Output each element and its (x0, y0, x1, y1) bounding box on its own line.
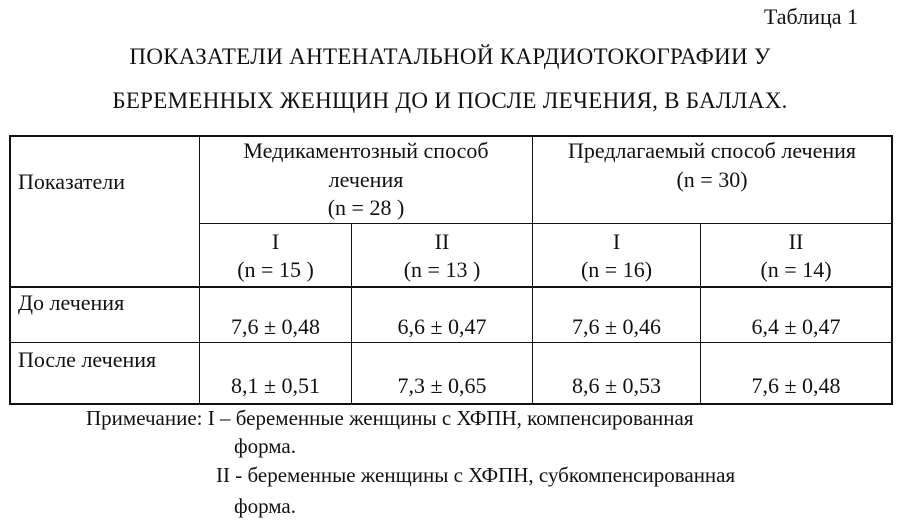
row-2-value-4: 7,6 ± 0,48 (751, 373, 841, 398)
table-rule-header-bottom (9, 286, 893, 288)
row-2-label: После лечения (18, 347, 157, 372)
row-2-value-2: 7,3 ± 0,65 (397, 373, 487, 398)
table-label: Таблица 1 (763, 4, 858, 29)
group-2-line-1: Предлагаемый способ лечения (567, 138, 857, 163)
note-line-1: Примечание: I – беременные женщины с ХФПН, компенсированная (86, 406, 694, 430)
note-line-3: II - беременные женщины с ХФПН, субкомпенсированная (216, 463, 736, 487)
group-2-line-2: (n = 30) (676, 167, 748, 192)
group-1-line-1: Медикаментозный способ (243, 138, 489, 163)
row-header-label: Показатели (18, 169, 126, 194)
subgroup-1-n: (n = 15 ) (237, 257, 314, 282)
note-line-4: форма. (234, 494, 297, 518)
table-rule-groups (199, 223, 893, 224)
table-rule-row1-bottom (9, 342, 893, 343)
row-1-value-3: 7,6 ± 0,46 (571, 314, 662, 339)
subgroup-1-label: I (271, 229, 280, 254)
row-1-value-1: 7,6 ± 0,48 (230, 314, 321, 339)
group-1-line-3: (n = 28 ) (327, 195, 405, 220)
row-2-value-1: 8,1 ± 0,51 (230, 373, 321, 398)
note-line-2: форма. (234, 434, 297, 458)
subgroup-4-n: (n = 14) (760, 257, 832, 282)
row-1-label: До лечения (18, 290, 125, 315)
title-line-1: ПОКАЗАТЕЛИ АНТЕНАТАЛЬНОЙ КАРДИОТОКОГРАФИИ У (129, 44, 771, 69)
row-1-value-4: 6,4 ± 0,47 (751, 314, 841, 339)
subgroup-4-label: II (788, 229, 804, 254)
subgroup-2-n: (n = 13 ) (403, 257, 481, 282)
subgroup-3-n: (n = 16) (580, 257, 653, 282)
row-2-value-3: 8,6 ± 0,53 (571, 373, 662, 398)
table-border-right (891, 135, 893, 405)
row-1-value-2: 6,6 ± 0,47 (397, 314, 487, 339)
table-border-left (9, 135, 11, 405)
subgroup-3-label: I (612, 229, 621, 254)
subgroup-2-label: II (434, 229, 450, 254)
group-1-line-2: лечения (328, 167, 404, 192)
title-line-2: БЕРЕМЕННЫХ ЖЕНЩИН ДО И ПОСЛЕ ЛЕЧЕНИЯ, В БАЛЛАХ. (112, 88, 788, 113)
